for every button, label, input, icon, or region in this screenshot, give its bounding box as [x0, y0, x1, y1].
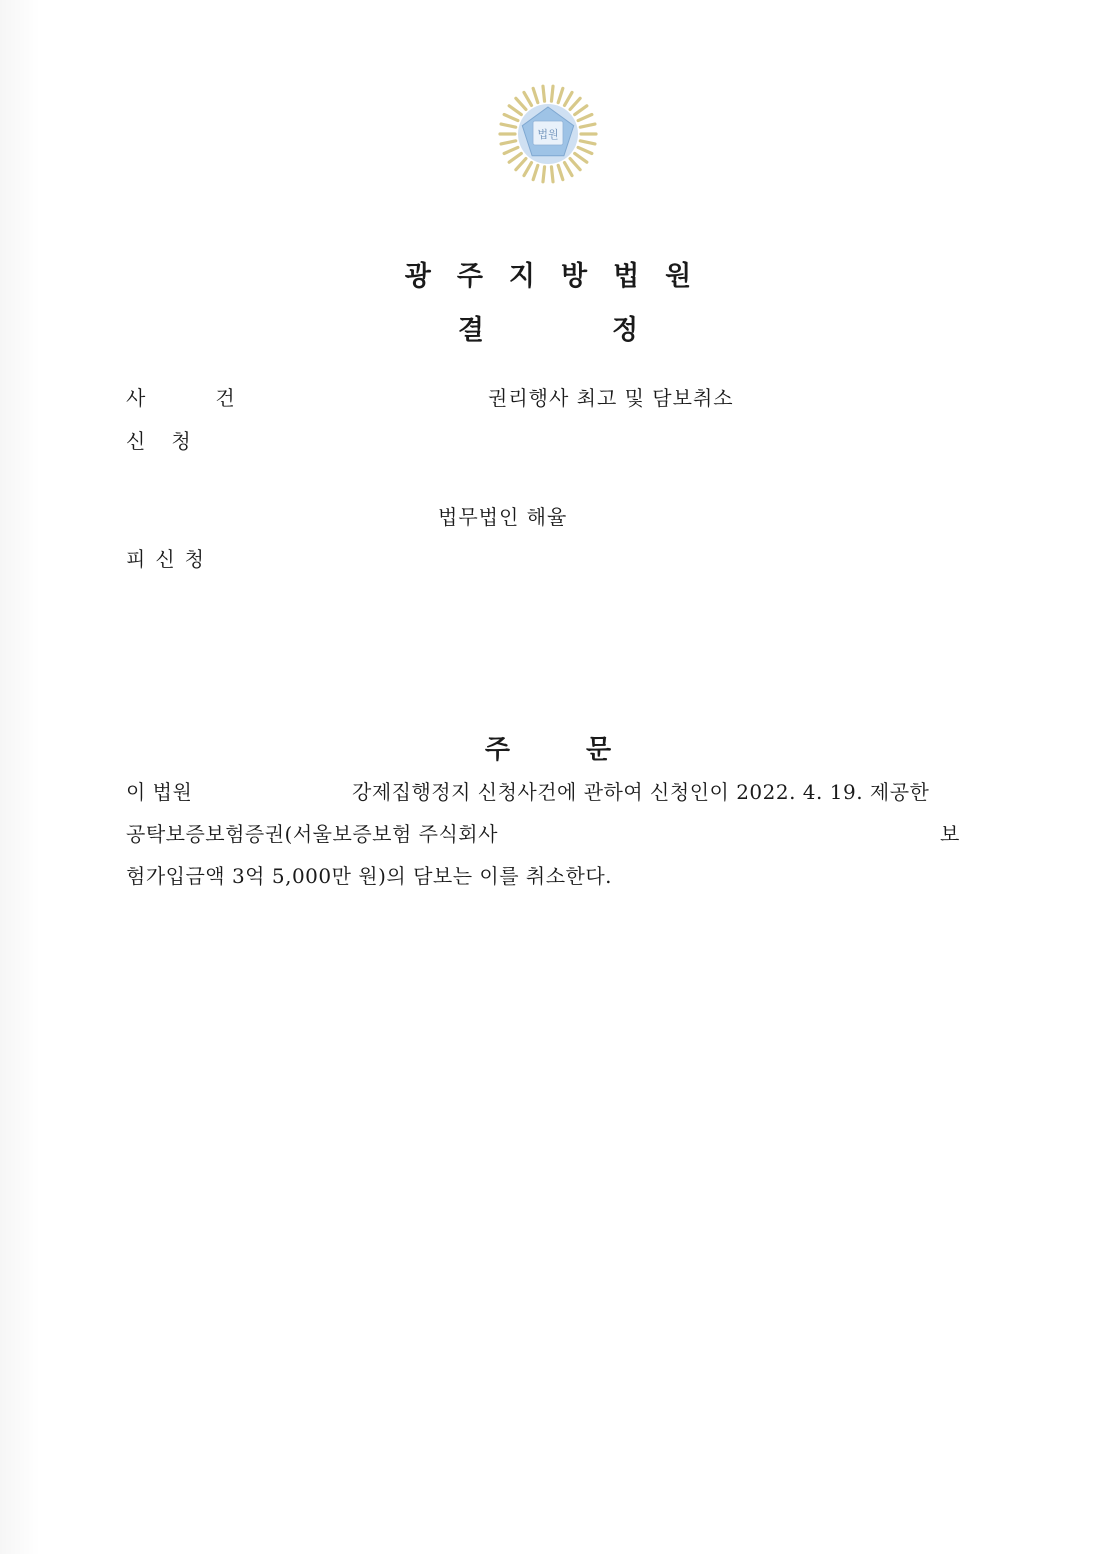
- emblem-petal: [551, 86, 553, 101]
- emblem-petal: [570, 159, 580, 170]
- order-line-2-start: 공탁보증보험증권(서울보증보험 주식회사: [126, 822, 498, 846]
- emblem-petal: [558, 88, 563, 102]
- case-label: [126, 382, 235, 411]
- emblem-petal: [504, 114, 518, 120]
- case-value: 권리행사 최고 및 담보취소: [488, 386, 734, 410]
- emblem-petal: [543, 86, 545, 101]
- court-name: 광주지방법원: [404, 261, 718, 292]
- order-heading: 주문: [484, 735, 688, 765]
- applicant-label: 신청: [126, 429, 217, 453]
- emblem-petal: [509, 153, 521, 162]
- emblem-petal: [578, 114, 592, 120]
- emblem-petal: [580, 124, 595, 127]
- emblem-petal: [516, 98, 526, 109]
- applicant-counsel: 법무법인 해율: [438, 505, 568, 529]
- order-line-3: 험가입금액 3억 5,000만 원)의 담보는 이를 취소한다.: [126, 864, 613, 888]
- emblem-petal: [516, 159, 526, 170]
- emblem-petal: [501, 141, 516, 144]
- order-line-2-end: 보: [940, 822, 960, 846]
- emblem-petal: [578, 147, 592, 153]
- scan-edge-shadow: [0, 0, 40, 1554]
- emblem-petal: [565, 92, 573, 105]
- document-title: 결정: [457, 315, 767, 346]
- emblem-petal: [543, 167, 545, 182]
- emblem-petal: [575, 153, 587, 162]
- court-emblem-icon: [496, 82, 600, 186]
- emblem-petal: [524, 163, 532, 176]
- emblem-petal: [575, 106, 587, 115]
- respondent-label: 피신청: [126, 547, 214, 571]
- emblem-petal: [524, 92, 532, 105]
- case-label-part-1: 사: [126, 386, 146, 410]
- case-label-part-2: 건: [215, 386, 235, 410]
- emblem-petal: [551, 167, 553, 182]
- emblem-label: 법원: [537, 128, 559, 141]
- emblem-petal: [504, 147, 518, 153]
- emblem-petal: [565, 163, 573, 176]
- emblem-petal: [533, 165, 538, 179]
- order-line-1-start: 이 법원: [126, 780, 193, 804]
- emblem-petal: [533, 88, 538, 102]
- emblem-petal: [501, 124, 516, 127]
- emblem-petal: [570, 98, 580, 109]
- emblem-petal: [509, 106, 521, 115]
- emblem-petal: [580, 141, 595, 144]
- order-line-1-rest: 강제집행정지 신청사건에 관하여 신청인이 2022. 4. 19. 제공한: [352, 780, 930, 804]
- emblem-petal: [558, 165, 563, 179]
